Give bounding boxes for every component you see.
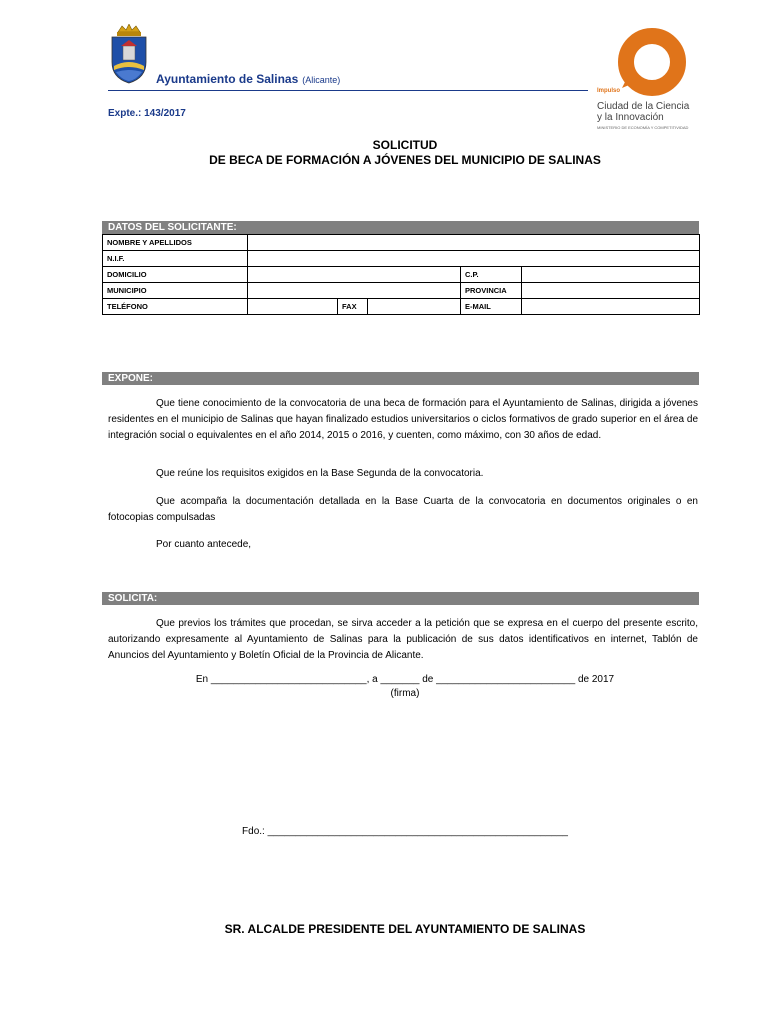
expone-section-heading: EXPONE: bbox=[102, 372, 699, 385]
expone-paragraph-4: Por cuanto antecede, bbox=[156, 539, 252, 550]
applicant-data-table bbox=[102, 234, 700, 315]
municipality-label: Ayuntamiento de Salinas bbox=[156, 72, 299, 86]
datos-section-heading: DATOS DEL SOLICITANTE: bbox=[102, 221, 699, 234]
document-title: SOLICITUD bbox=[372, 138, 438, 152]
expone-paragraph-3: Que acompaña la documentación detallada en la Base Cuarta de la convocatoria en documentos originales o en fotocopias compulsadas bbox=[108, 496, 698, 523]
municipality-name bbox=[156, 72, 340, 86]
nif-label: N.I.F. bbox=[103, 251, 248, 267]
addressee: SR. ALCALDE PRESIDENTE DEL AYUNTAMIENTO DE SALINAS bbox=[224, 922, 586, 936]
domicilio-field[interactable] bbox=[248, 267, 461, 283]
impulso-line2: y la Innovación bbox=[597, 112, 664, 123]
table-row bbox=[103, 235, 700, 251]
expediente-number: Expte.: 143/2017 bbox=[108, 108, 186, 119]
municipio-label: MUNICIPIO bbox=[103, 283, 248, 299]
fax-field[interactable] bbox=[368, 299, 461, 315]
table-row bbox=[103, 299, 700, 315]
cp-label: C.P. bbox=[461, 267, 522, 283]
domicilio-label: DOMICILIO bbox=[103, 267, 248, 283]
firma-label: (firma) bbox=[390, 688, 420, 699]
solicita-section-heading: SOLICITA: bbox=[102, 592, 699, 605]
table-row bbox=[103, 283, 700, 299]
document-subtitle: DE BECA DE FORMACIÓN A JÓVENES DEL MUNICIPIO DE SALINAS bbox=[209, 153, 601, 167]
nombre-field[interactable] bbox=[248, 235, 700, 251]
email-label: E-MAIL bbox=[461, 299, 522, 315]
fax-label: FAX bbox=[338, 299, 368, 315]
header-divider bbox=[108, 90, 588, 91]
provincia-field[interactable] bbox=[522, 283, 700, 299]
expone-paragraph-2: Que reúne los requisitos exigidos en la Base Segunda de la convocatoria. bbox=[156, 468, 484, 479]
telefono-field[interactable] bbox=[248, 299, 338, 315]
solicita-paragraph: Que previos los trámites que procedan, se sirva acceder a la petición que se expresa en el cuerpo del presente escrito, autorizando expresamente al Ayuntamiento de Salinas para la publicación de sus datos identificativos en internet, Tablón de Anuncios del Ayuntamiento y Boletín Oficial de la Provincia de Alicante. bbox=[108, 618, 698, 661]
impulso-tag: Impulso bbox=[597, 88, 621, 94]
nif-field[interactable] bbox=[248, 251, 700, 267]
telefono-label: TELÉFONO bbox=[103, 299, 248, 315]
email-field[interactable] bbox=[522, 299, 700, 315]
expone-paragraph-1: Que tiene conocimiento de la convocatoria de una beca de formación para el Ayuntamiento de Salinas, dirigida a jóvenes residentes en el municipio de Salinas que hayan finalizado estudios universitarios o ciclos formativos de grado superior en el área de integración social o equivalentes en el año 2014, 2015 o 2016, y cuenten, como máximo, con 30 años de edad. bbox=[108, 398, 698, 441]
nombre-label: NOMBRE Y APELLIDOS bbox=[103, 235, 248, 251]
provincia-label: PROVINCIA bbox=[461, 283, 522, 299]
fdo-line: Fdo.: ______________________________________________________ bbox=[242, 826, 568, 837]
municipio-field[interactable] bbox=[248, 283, 461, 299]
impulso-small-print: MINISTERIO DE ECONOMÍA Y COMPETITIVIDAD bbox=[597, 125, 689, 130]
place-date-line: En ____________________________, a _______ de _________________________ de 2017 bbox=[195, 674, 615, 685]
table-row bbox=[103, 267, 700, 283]
impulso-line1: Ciudad de la Ciencia bbox=[597, 101, 690, 112]
table-row bbox=[103, 251, 700, 267]
cp-field[interactable] bbox=[522, 267, 700, 283]
region-label: (Alicante) bbox=[302, 75, 341, 85]
coat-of-arms-logo bbox=[108, 24, 150, 84]
